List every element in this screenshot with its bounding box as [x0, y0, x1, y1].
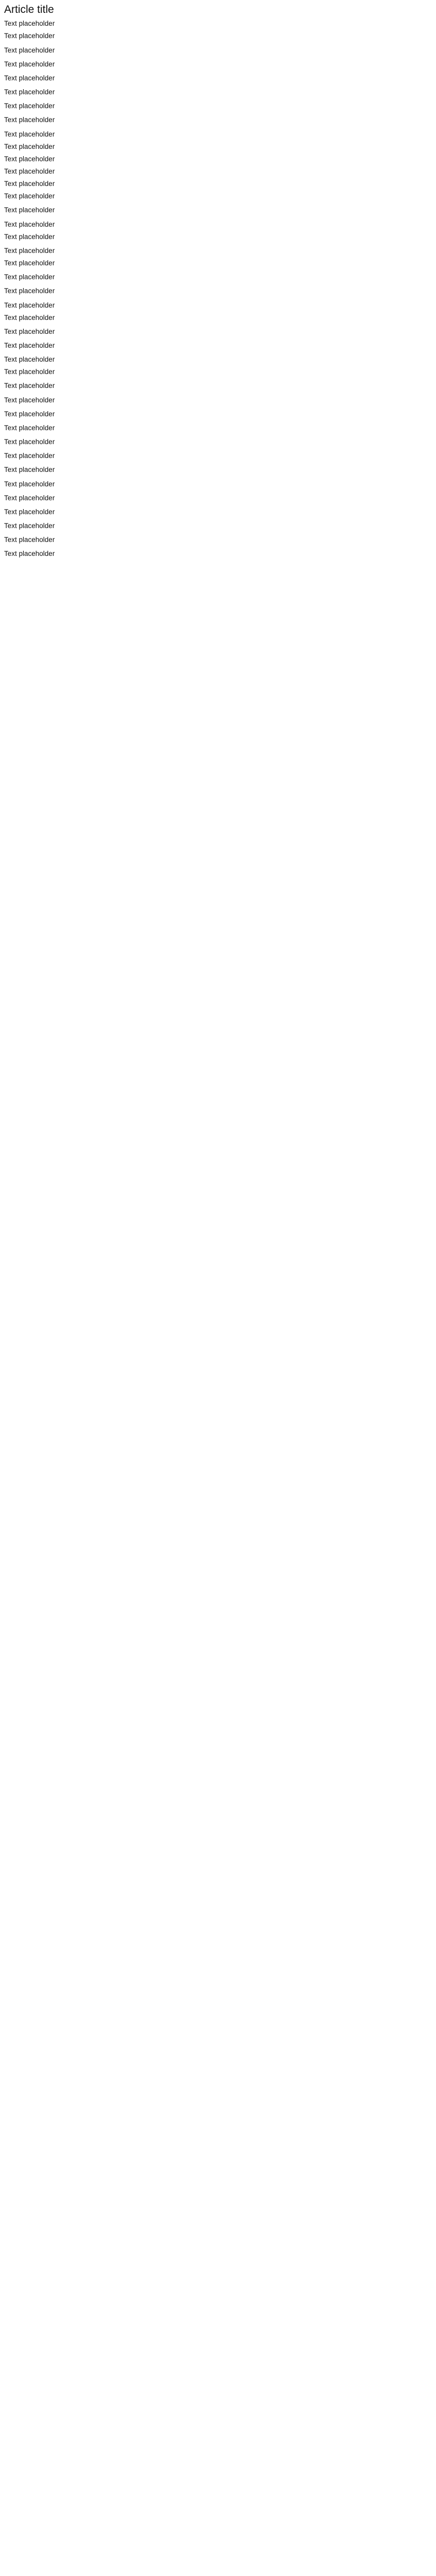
paragraph-18: Text placeholder [4, 382, 55, 390]
paragraph-6: Text placeholder [4, 102, 55, 110]
paragraph-16: Text placeholder [4, 342, 55, 349]
paragraph-20: Text placeholder [4, 410, 55, 418]
paragraph-4: Text placeholder [4, 74, 55, 82]
list-item-4: Text placeholder [4, 167, 55, 175]
paragraph-7: Text placeholder [4, 116, 55, 124]
paragraph-25: Text placeholder [4, 480, 55, 488]
paragraph-10: Text placeholder [4, 232, 55, 241]
paragraph-1: Text placeholder [4, 32, 55, 40]
paragraph-14: Text placeholder [4, 313, 55, 321]
section-1-heading: Text placeholder [4, 220, 55, 228]
list-item-3: Text placeholder [4, 155, 55, 163]
paragraph-11: Text placeholder [4, 259, 55, 267]
paragraph-19: Text placeholder [4, 396, 55, 404]
paragraph-26: Text placeholder [4, 494, 55, 502]
article-title: Article title [4, 4, 54, 15]
paragraph-12: Text placeholder [4, 273, 55, 281]
paragraph-5: Text placeholder [4, 88, 55, 96]
section-4-heading: Text placeholder [4, 355, 55, 364]
paragraph-30: Text placeholder [4, 550, 55, 558]
paragraph-28: Text placeholder [4, 522, 55, 530]
list-item-2: Text placeholder [4, 142, 55, 150]
paragraph-17: Text placeholder [4, 368, 55, 376]
paragraph-8: Text placeholder [4, 192, 55, 200]
list-item-1: Text placeholder [4, 130, 55, 138]
paragraph-21: Text placeholder [4, 423, 55, 432]
section-2-heading: Text placeholder [4, 246, 55, 255]
paragraph-3: Text placeholder [4, 60, 55, 68]
paragraph-22: Text placeholder [4, 438, 55, 446]
paragraph-24: Text placeholder [4, 466, 55, 474]
paragraph-29: Text placeholder [4, 536, 55, 544]
paragraph-23: Text placeholder [4, 452, 55, 460]
paragraph-2: Text placeholder [4, 46, 55, 54]
section-3-heading: Text placeholder [4, 301, 55, 309]
list-item-5: Text placeholder [4, 180, 55, 188]
article-page [0, 0, 436, 575]
paragraph-9: Text placeholder [4, 206, 55, 214]
paragraph-27: Text placeholder [4, 507, 55, 516]
article-subtitle: Text placeholder [4, 20, 55, 28]
paragraph-13: Text placeholder [4, 287, 55, 295]
paragraph-15: Text placeholder [4, 327, 55, 335]
